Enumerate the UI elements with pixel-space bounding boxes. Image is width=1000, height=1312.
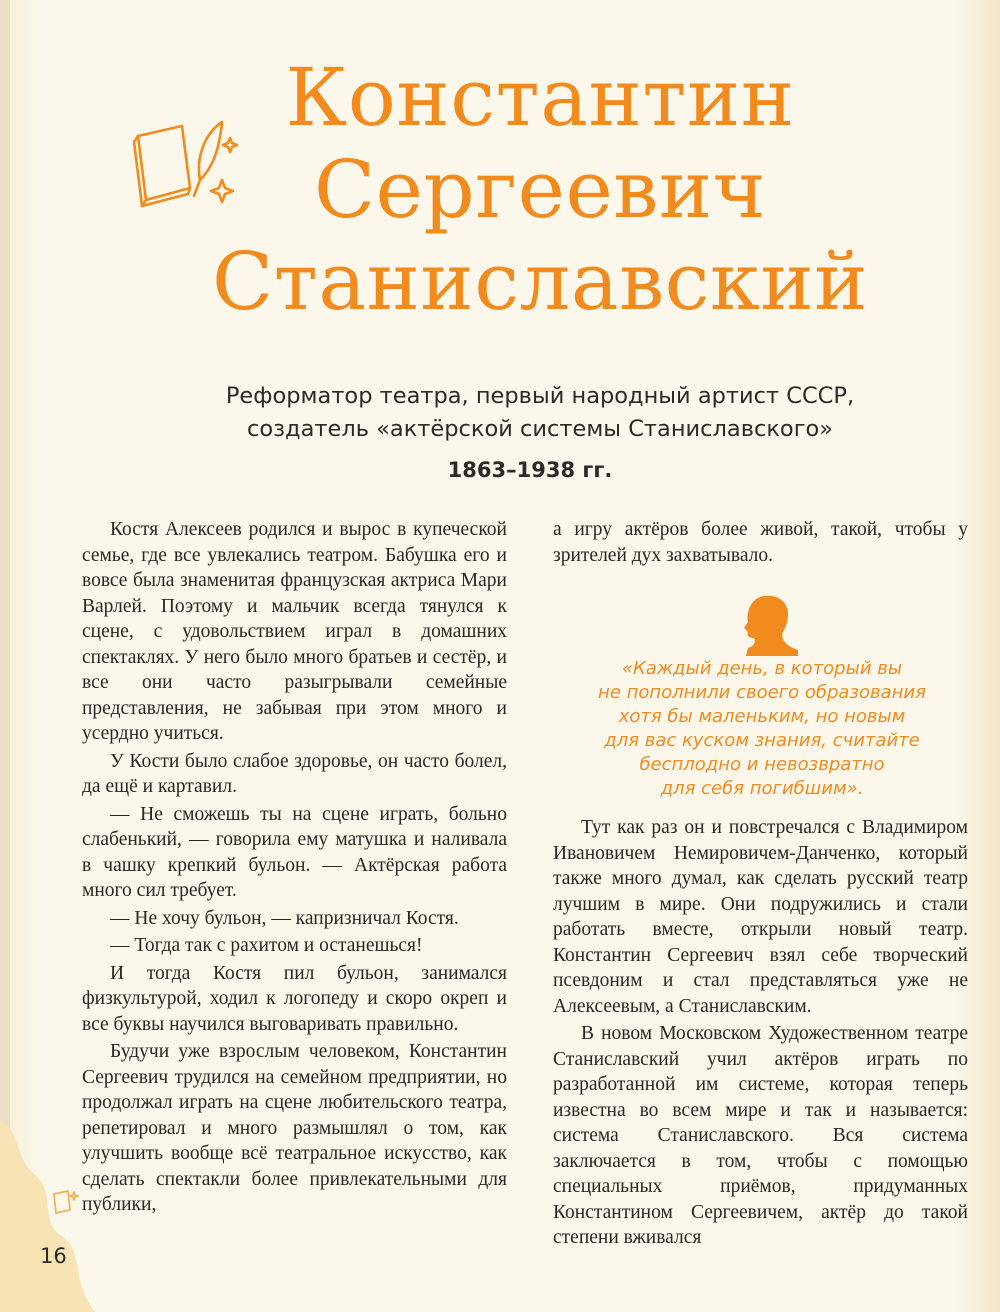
paragraph: — Тогда так с рахитом и останешься! <box>110 935 423 956</box>
quote-line: для вас куском знания, считайте <box>604 730 920 751</box>
subtitle-line: создатель «актёрской системы Станиславского» <box>246 416 834 442</box>
paragraph: — Не хочу бульон, — капризничал Костя. <box>110 907 459 929</box>
paragraph: У Кости было слабое здоровье, он часто болел, да ещё и картавил. <box>82 750 507 797</box>
title-line: Станиславский <box>211 235 869 328</box>
paragraph: — Не сможешь ты на сцене играть, больно слабенький, — говорила ему матушка и наливала в чашку крепкий бульон. — Актёрская работа много сил требует. <box>82 803 507 901</box>
page-title <box>160 52 920 328</box>
quote-line: бесплодно и невозвратно <box>639 754 885 775</box>
quote-line: не пополнили своего образования <box>598 682 926 703</box>
title-line: Сергеевич <box>313 143 767 236</box>
paragraph: а игру актёров более живой, такой, чтобы у зрителей дух захватывало. <box>553 519 968 566</box>
small-book-icon <box>50 1186 82 1218</box>
life-years: 1863–1938 гг. <box>447 458 613 482</box>
title-line: Константин <box>285 51 795 144</box>
quote-line: для себя погибшим». <box>660 778 864 799</box>
paragraph: Будучи уже взрослым человеком, Константин Сергеевич трудился на семейном предприятии, но продолжал играть на сцене любительского театра, репетировал и много размышлял о том, как улучшить вообще всё театральное искусство, как сделать спектакли более привлекательными для публики, <box>82 1041 507 1215</box>
paragraph: Тут как раз он и повстречался с Владимиром Ивановичем Немировичем-Данченко, который также много думал, как сделать русский театр лучшим в мире. Они подружились и стали работать вместе, открыли новый театр. Константин Сергеевич взял себе творческий псевдоним и стал представляться уже не Алексеевым, а Станиславским. <box>553 817 968 1017</box>
paragraph: В новом Московском Художественном театре Станиславский учил актёров играть по разработанной им системе, которая теперь известна во всем мире и так и называется: система Станиславского. Вся система заключается в том, чтобы с помощью специальных приёмов, придуманных Константином Сергеевичем, актёр до такой степени вживался <box>553 1023 968 1248</box>
right-column-bottom <box>553 815 968 1253</box>
paragraph: И тогда Костя пил бульон, занимался физкультурой, ходил к логопеду и скоро окреп и все буквы научился выговаривать правильно. <box>82 962 507 1035</box>
left-column <box>82 517 507 1220</box>
paragraph: Костя Алексеев родился и вырос в купеческой семье, где все увлекались театром. Бабушка его и вовсе была знаменитая французская актриса Мари Варлей. Поэтому и мальчик всегда тянулся к сцене, с удовольствием играл в домашних спектаклях. У него было много братьев и сестёр, и все они часто разыгрывали семейные представления, не забывая при этом много и усердно учиться. <box>82 519 507 744</box>
page-number: 16 <box>40 1244 67 1268</box>
right-column-top <box>553 517 968 570</box>
subtitle <box>110 380 970 446</box>
quote-text <box>582 657 942 801</box>
quote-line: хотя бы маленьким, но новым <box>618 706 906 727</box>
quote-line: «Каждый день, в который вы <box>621 658 903 679</box>
subtitle-line: Реформатор театра, первый народный артист СССР, <box>225 383 855 409</box>
person-silhouette-icon <box>740 594 800 656</box>
